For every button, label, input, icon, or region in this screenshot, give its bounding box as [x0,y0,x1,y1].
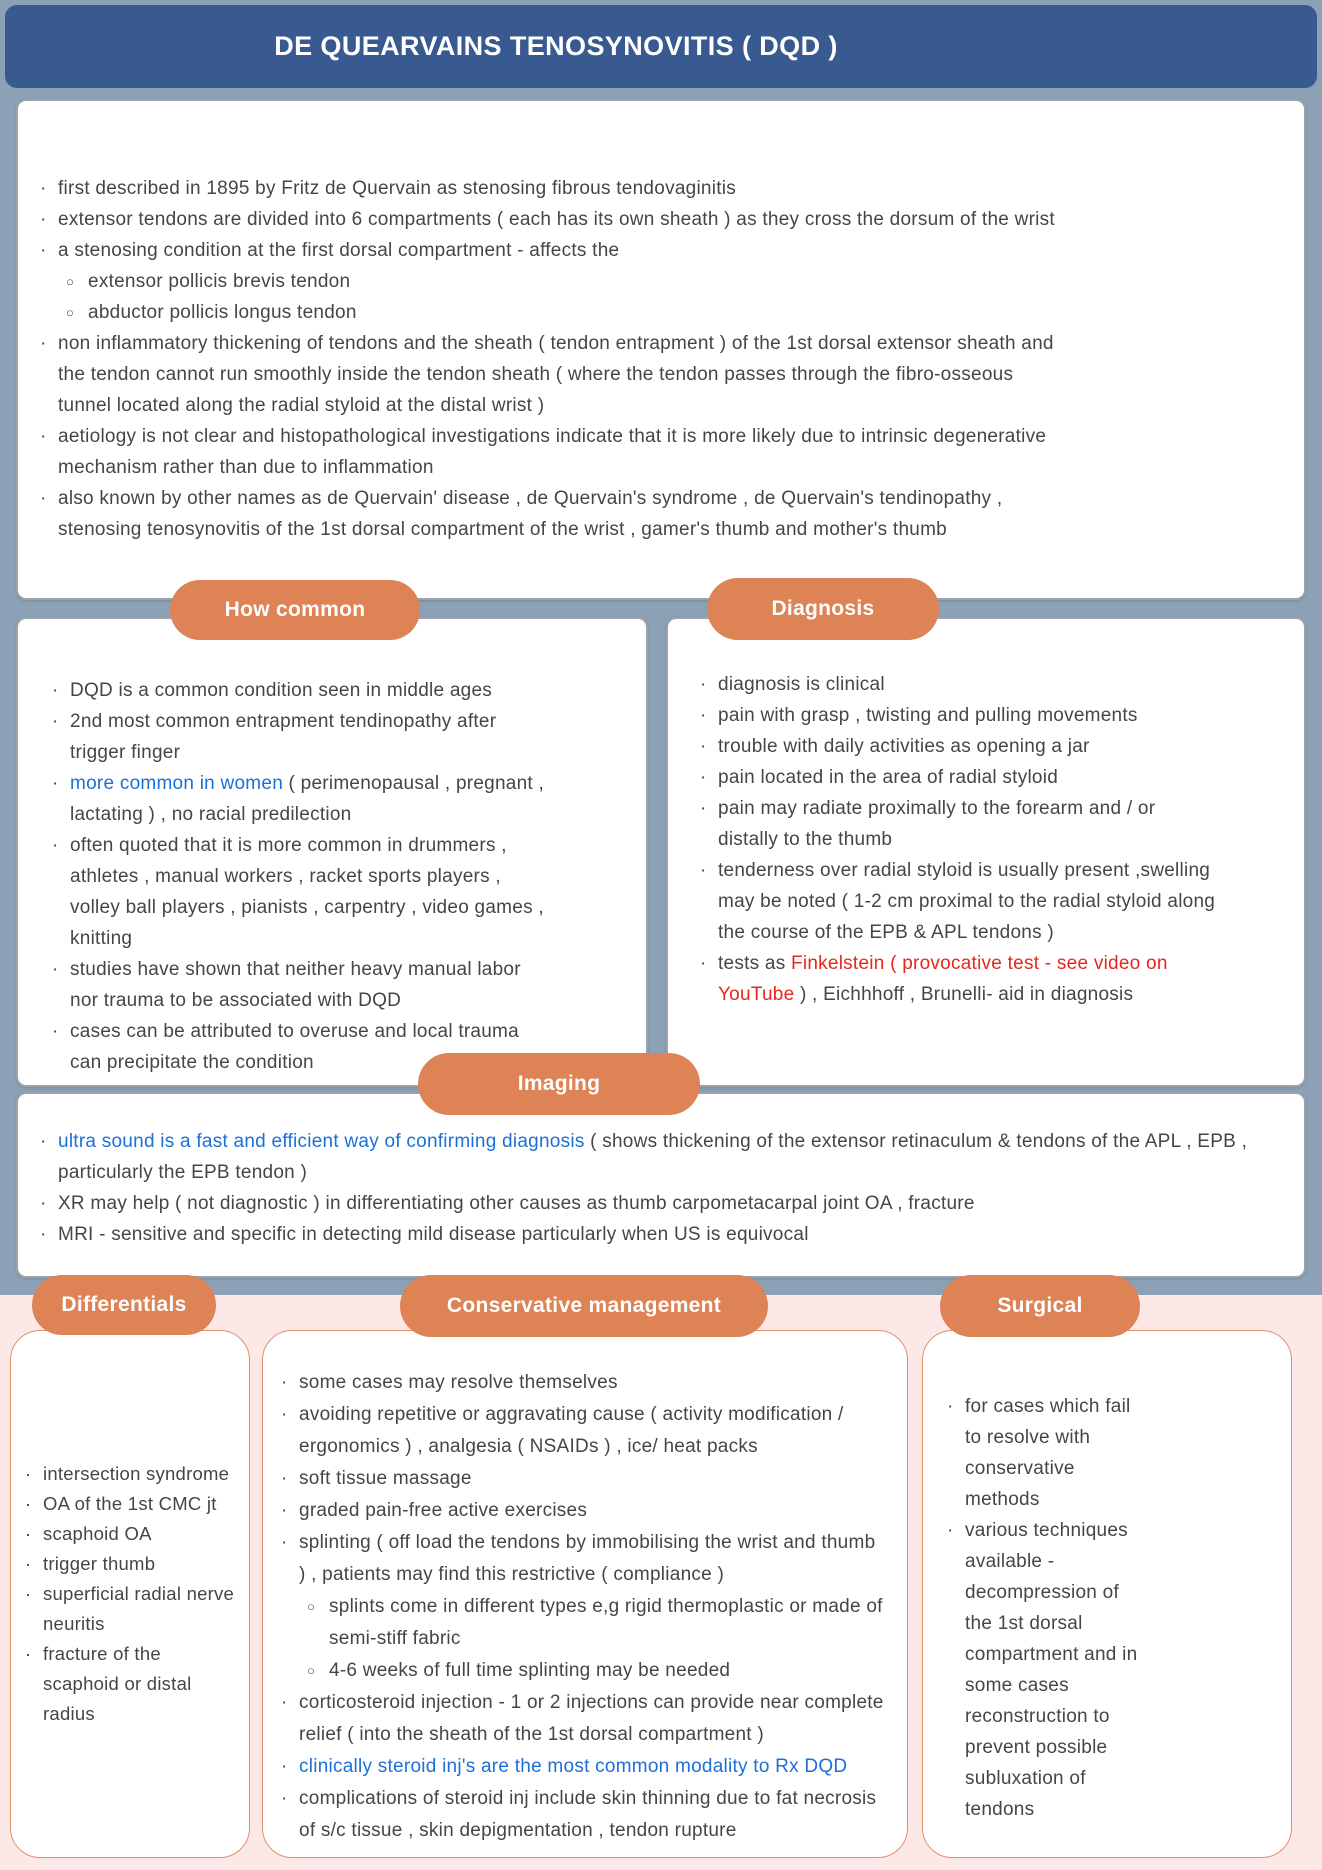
bullet-item [25,1549,239,1579]
pill-how-common-label: How common [224,598,366,621]
text-segment: for cases which fail to resolve with conservative methods [965,1396,1131,1510]
bullet-text [70,675,554,706]
imaging-bullet-list [18,1094,1304,1276]
text-segment: non inflammatory thickening of tendons and the sheath ( tendon entrapment ) of the 1st dorsal extensor sheath and the tendon cannot run smoothly inside the tendon sheath ( where the tendon passes through the fibro-osseous tunnel located along the radial styloid at the distal wrist ) [58,333,1054,416]
bullet-item [281,1783,885,1847]
text-segment: first described in 1895 by Fritz de Quervain as stenosing fibrous tendovaginitis [58,178,736,199]
text-segment: pain may radiate proximally to the forearm and / or distally to the thumb [718,798,1156,850]
text-segment: studies have shown that neither heavy manual labor nor trauma to be associated with DQD [70,959,521,1011]
bullet-text [58,1126,1262,1188]
bullet-item [700,948,1220,1010]
panel-intro [16,99,1306,600]
text-segment: tests as [718,953,791,974]
panel-diagnosis [666,617,1306,1087]
text-segment: a stenosing condition at the first dorsal compartment - affects the [58,240,620,261]
bullet-item [700,669,1220,700]
bullet-marker: · [25,1523,32,1544]
bullet-marker: · [40,333,47,354]
bullet-text [718,948,1220,1010]
bullet-item [52,706,554,768]
bullet-text [43,1639,239,1729]
bullet-item [40,421,1066,483]
pill-surgical [940,1275,1140,1337]
text-segment: 4-6 weeks of full time splinting may be needed [329,1660,731,1681]
bullet-item [40,204,1066,235]
text-segment: corticosteroid injection - 1 or 2 injections can provide near complete relief ( into the sheath of the 1st dorsal compartment ) [299,1692,884,1745]
bullet-marker: · [700,674,707,695]
bullet-text [58,1188,1262,1219]
bullet-item [40,173,1066,204]
bullet-item [52,675,554,706]
text-segment: extensor tendons are divided into 6 compartments ( each has its own sheath ) as they cross the dorsum of the wrist [58,209,1055,230]
bullet-marker: · [40,209,47,230]
text-segment: MRI - sensitive and specific in detecting mild disease particularly when US is equivocal [58,1224,809,1245]
bullet-item [281,1495,885,1527]
bullet-text [299,1495,885,1527]
bullet-text [718,855,1220,948]
bullet-text [58,1219,1262,1250]
bullet-marker: · [281,1532,288,1553]
intro-bullet-list [18,101,1304,598]
bullet-item [66,297,1066,328]
bullet-marker: · [281,1692,288,1713]
bullet-item [281,1463,885,1495]
panel-surgical [922,1330,1292,1858]
bullet-text [88,297,1066,328]
link-text[interactable]: Finkelstein ( provocative test - see video on YouTube [718,953,1168,1005]
bullet-text [43,1519,239,1549]
pill-differentials-label: Differentials [61,1293,187,1316]
bullet-marker: · [40,426,47,447]
bullet-marker: · [700,767,707,788]
bullet-marker: · [40,1224,47,1245]
text-segment: splints come in different types e,g rigid thermoplastic or made of semi-stiff fabric [329,1596,883,1649]
text-segment: 2nd most common entrapment tendinopathy after trigger finger [70,711,497,763]
text-segment: trigger thumb [43,1553,156,1574]
bullet-item [281,1399,885,1463]
bullet-marker: · [25,1463,32,1484]
text-segment: pain located in the area of radial styloid [718,767,1059,788]
bullet-text [299,1367,885,1399]
bullet-text [718,731,1220,762]
bullet-marker: · [40,488,47,509]
bullet-marker: · [25,1553,32,1574]
pill-diagnosis [707,578,939,640]
text-segment: OA of the 1st CMC jt [43,1493,217,1514]
bullet-item [40,1188,1262,1219]
bullet-text [43,1549,239,1579]
text-segment: diagnosis is clinical [718,674,885,695]
bullet-item [25,1519,239,1549]
text-segment: XR may help ( not diagnostic ) in differentiating other causes as thumb carpometacarpal joint OA , fracture [58,1193,975,1214]
text-segment: graded pain-free active exercises [299,1500,588,1521]
text-segment: pain with grasp , twisting and pulling movements [718,705,1138,726]
bullet-text [718,669,1220,700]
bullet-item [947,1515,1151,1825]
bullet-text [58,421,1066,483]
bullet-marker: · [52,835,59,856]
bullet-item [700,793,1220,855]
bullet-text [329,1655,885,1687]
bullet-item [52,830,554,954]
panel-conservative [262,1330,908,1858]
bullet-item [281,1367,885,1399]
surgical-bullet-list [923,1331,1291,1857]
text-segment: complications of steroid inj include skin thinning due to fat necrosis of s/c tissue , skin depigmentation , tendon rupture [299,1788,877,1841]
bullet-marker: ○ [307,1599,316,1614]
text-segment: superficial radial nerve neuritis [43,1583,235,1634]
bullet-text [58,483,1066,545]
text-segment: trouble with daily activities as opening a jar [718,736,1090,757]
panel-how-common [16,617,648,1087]
bullet-marker: · [52,773,59,794]
text-segment: ( perimenopausal , pregnant , lactating ) , no racial predilection [70,773,545,825]
bullet-text [299,1687,885,1751]
bullet-text [70,954,554,1016]
bullet-marker: · [52,959,59,980]
bullet-marker: · [40,1193,47,1214]
bullet-item [25,1489,239,1519]
bullet-item [700,855,1220,948]
bullet-marker: · [700,953,707,974]
bullet-marker: · [52,680,59,701]
bullet-item [307,1591,885,1655]
page-title: DE QUEARVAINS TENOSYNOVITIS ( DQD ) [274,31,838,61]
pill-how-common [170,580,420,640]
bullet-item [52,768,554,830]
diagnosis-bullet-list [668,619,1304,1085]
bullet-marker: · [947,1396,954,1417]
bullet-text [718,700,1220,731]
pill-imaging [418,1053,700,1115]
bullet-item [700,731,1220,762]
bullet-marker: · [700,736,707,757]
bullet-item [40,328,1066,421]
bullet-text [965,1391,1151,1515]
bullet-marker: ○ [307,1663,316,1678]
pill-conservative [400,1275,768,1337]
bullet-marker: · [40,1131,47,1152]
panel-imaging [16,1092,1306,1278]
bullet-text [43,1459,239,1489]
text-segment: avoiding repetitive or aggravating cause ( activity modification / ergonomics ) , analgesia ( NSAIDs ) , ice/ heat packs [299,1404,844,1457]
bullet-text [58,328,1066,421]
bullet-marker: · [52,711,59,732]
bullet-text [329,1591,885,1655]
text-segment: fracture of the scaphoid or distal radius [43,1643,192,1724]
panel-differentials [10,1330,250,1858]
bullet-marker: · [700,860,707,881]
text-segment: intersection syndrome [43,1463,230,1484]
bullet-text [58,235,1066,266]
bullet-marker: · [281,1404,288,1425]
link-text[interactable]: ultra sound is a fast and efficient way of confirming diagnosis [58,1131,585,1152]
text-segment: ( shows thickening of the extensor retinaculum & tendons of the APL , EPB , particularly the EPB tendon ) [58,1131,1248,1183]
text-segment: various techniques available - decompression of the 1st dorsal compartment and in some cases reconstruction to prevent possible subluxation of tendons [965,1520,1138,1820]
text-segment: soft tissue massage [299,1468,472,1489]
bullet-marker: · [25,1643,32,1664]
bullet-item [281,1687,885,1751]
bullet-text [299,1463,885,1495]
pill-conservative-label: Conservative management [446,1294,722,1317]
bullet-marker: · [281,1372,288,1393]
bullet-marker: · [52,1021,59,1042]
text-segment: tenderness over radial styloid is usually present ,swelling may be noted ( 1-2 cm proximal to the radial styloid along the course of the EPB & APL tendons ) [718,860,1216,943]
bullet-item [25,1459,239,1489]
bullet-text [718,793,1220,855]
text-segment: abductor pollicis longus tendon [88,302,357,323]
bullet-marker: · [25,1583,32,1604]
bullet-item [700,762,1220,793]
bullet-text [299,1751,885,1783]
text-segment: also known by other names as de Quervain' disease , de Quervain's syndrome , de Quervain's tendinopathy , stenosing tenosynovitis of the 1st dorsal compartment of the wrist , gamer's thumb and mother's thumb [58,488,1003,540]
text-segment: often quoted that it is more common in drummers , athletes , manual workers , racket sports players , volley ball players , pianists , carpentry , video games , knitting [70,835,544,949]
bullet-text [43,1489,239,1519]
text-segment: splinting ( off load the tendons by immobilising the wrist and thumb ) , patients may find this restrictive ( compliance ) [299,1532,876,1585]
bullet-item [947,1391,1151,1515]
bullet-marker: · [700,705,707,726]
pill-imaging-label: Imaging [517,1072,601,1095]
text-segment: scaphoid OA [43,1523,152,1544]
bullet-text [299,1527,885,1591]
bullet-item [307,1655,885,1687]
differentials-bullet-list [11,1331,249,1857]
text-segment: DQD is a common condition seen in middle ages [70,680,493,701]
bullet-marker: · [281,1756,288,1777]
bullet-marker: ○ [66,305,75,320]
bullet-text [43,1579,239,1639]
pill-differentials [32,1275,216,1335]
bullet-marker: · [40,240,47,261]
link-text[interactable]: clinically steroid inj's are the most common modality to Rx DQD [299,1756,848,1777]
bullet-text [965,1515,1151,1825]
bullet-item [281,1751,885,1783]
bullet-marker: · [40,178,47,199]
bullet-marker: · [281,1500,288,1521]
pill-surgical-label: Surgical [997,1294,1083,1317]
text-segment: cases can be attributed to overuse and local trauma can precipitate the condition [70,1021,519,1073]
bullet-marker: · [947,1520,954,1541]
conservative-bullet-list [263,1331,907,1857]
how-common-bullet-list [18,619,646,1085]
bullet-marker: · [281,1788,288,1809]
bullet-marker: ○ [66,274,75,289]
text-segment: some cases may resolve themselves [299,1372,618,1393]
bullet-text [58,204,1066,235]
bullet-item [25,1579,239,1639]
bullet-text [299,1783,885,1847]
bullet-item [66,266,1066,297]
link-text[interactable]: more common in women [70,773,284,794]
bullet-text [70,830,554,954]
bullet-item [40,483,1066,545]
bullet-text [58,173,1066,204]
bullet-item [52,954,554,1016]
bullet-item [40,1219,1262,1250]
bullet-item [25,1639,239,1729]
header-bar [5,5,1317,88]
text-segment: extensor pollicis brevis tendon [88,271,351,292]
bullet-item [40,235,1066,266]
bullet-marker: · [700,798,707,819]
text-segment: aetiology is not clear and histopathological investigations indicate that it is more likely due to intrinsic degenerative mechanism rather than due to inflammation [58,426,1047,478]
bullet-text [70,768,554,830]
bullet-text [299,1399,885,1463]
bullet-text [70,706,554,768]
text-segment: ) , Eichhhoff , Brunelli- aid in diagnosis [794,984,1134,1005]
bullet-item [700,700,1220,731]
bullet-text [718,762,1220,793]
pill-diagnosis-label: Diagnosis [771,597,875,620]
bullet-marker: · [25,1493,32,1514]
bullet-marker: · [281,1468,288,1489]
bullet-text [88,266,1066,297]
bullet-item [40,1126,1262,1188]
bullet-item [281,1527,885,1591]
